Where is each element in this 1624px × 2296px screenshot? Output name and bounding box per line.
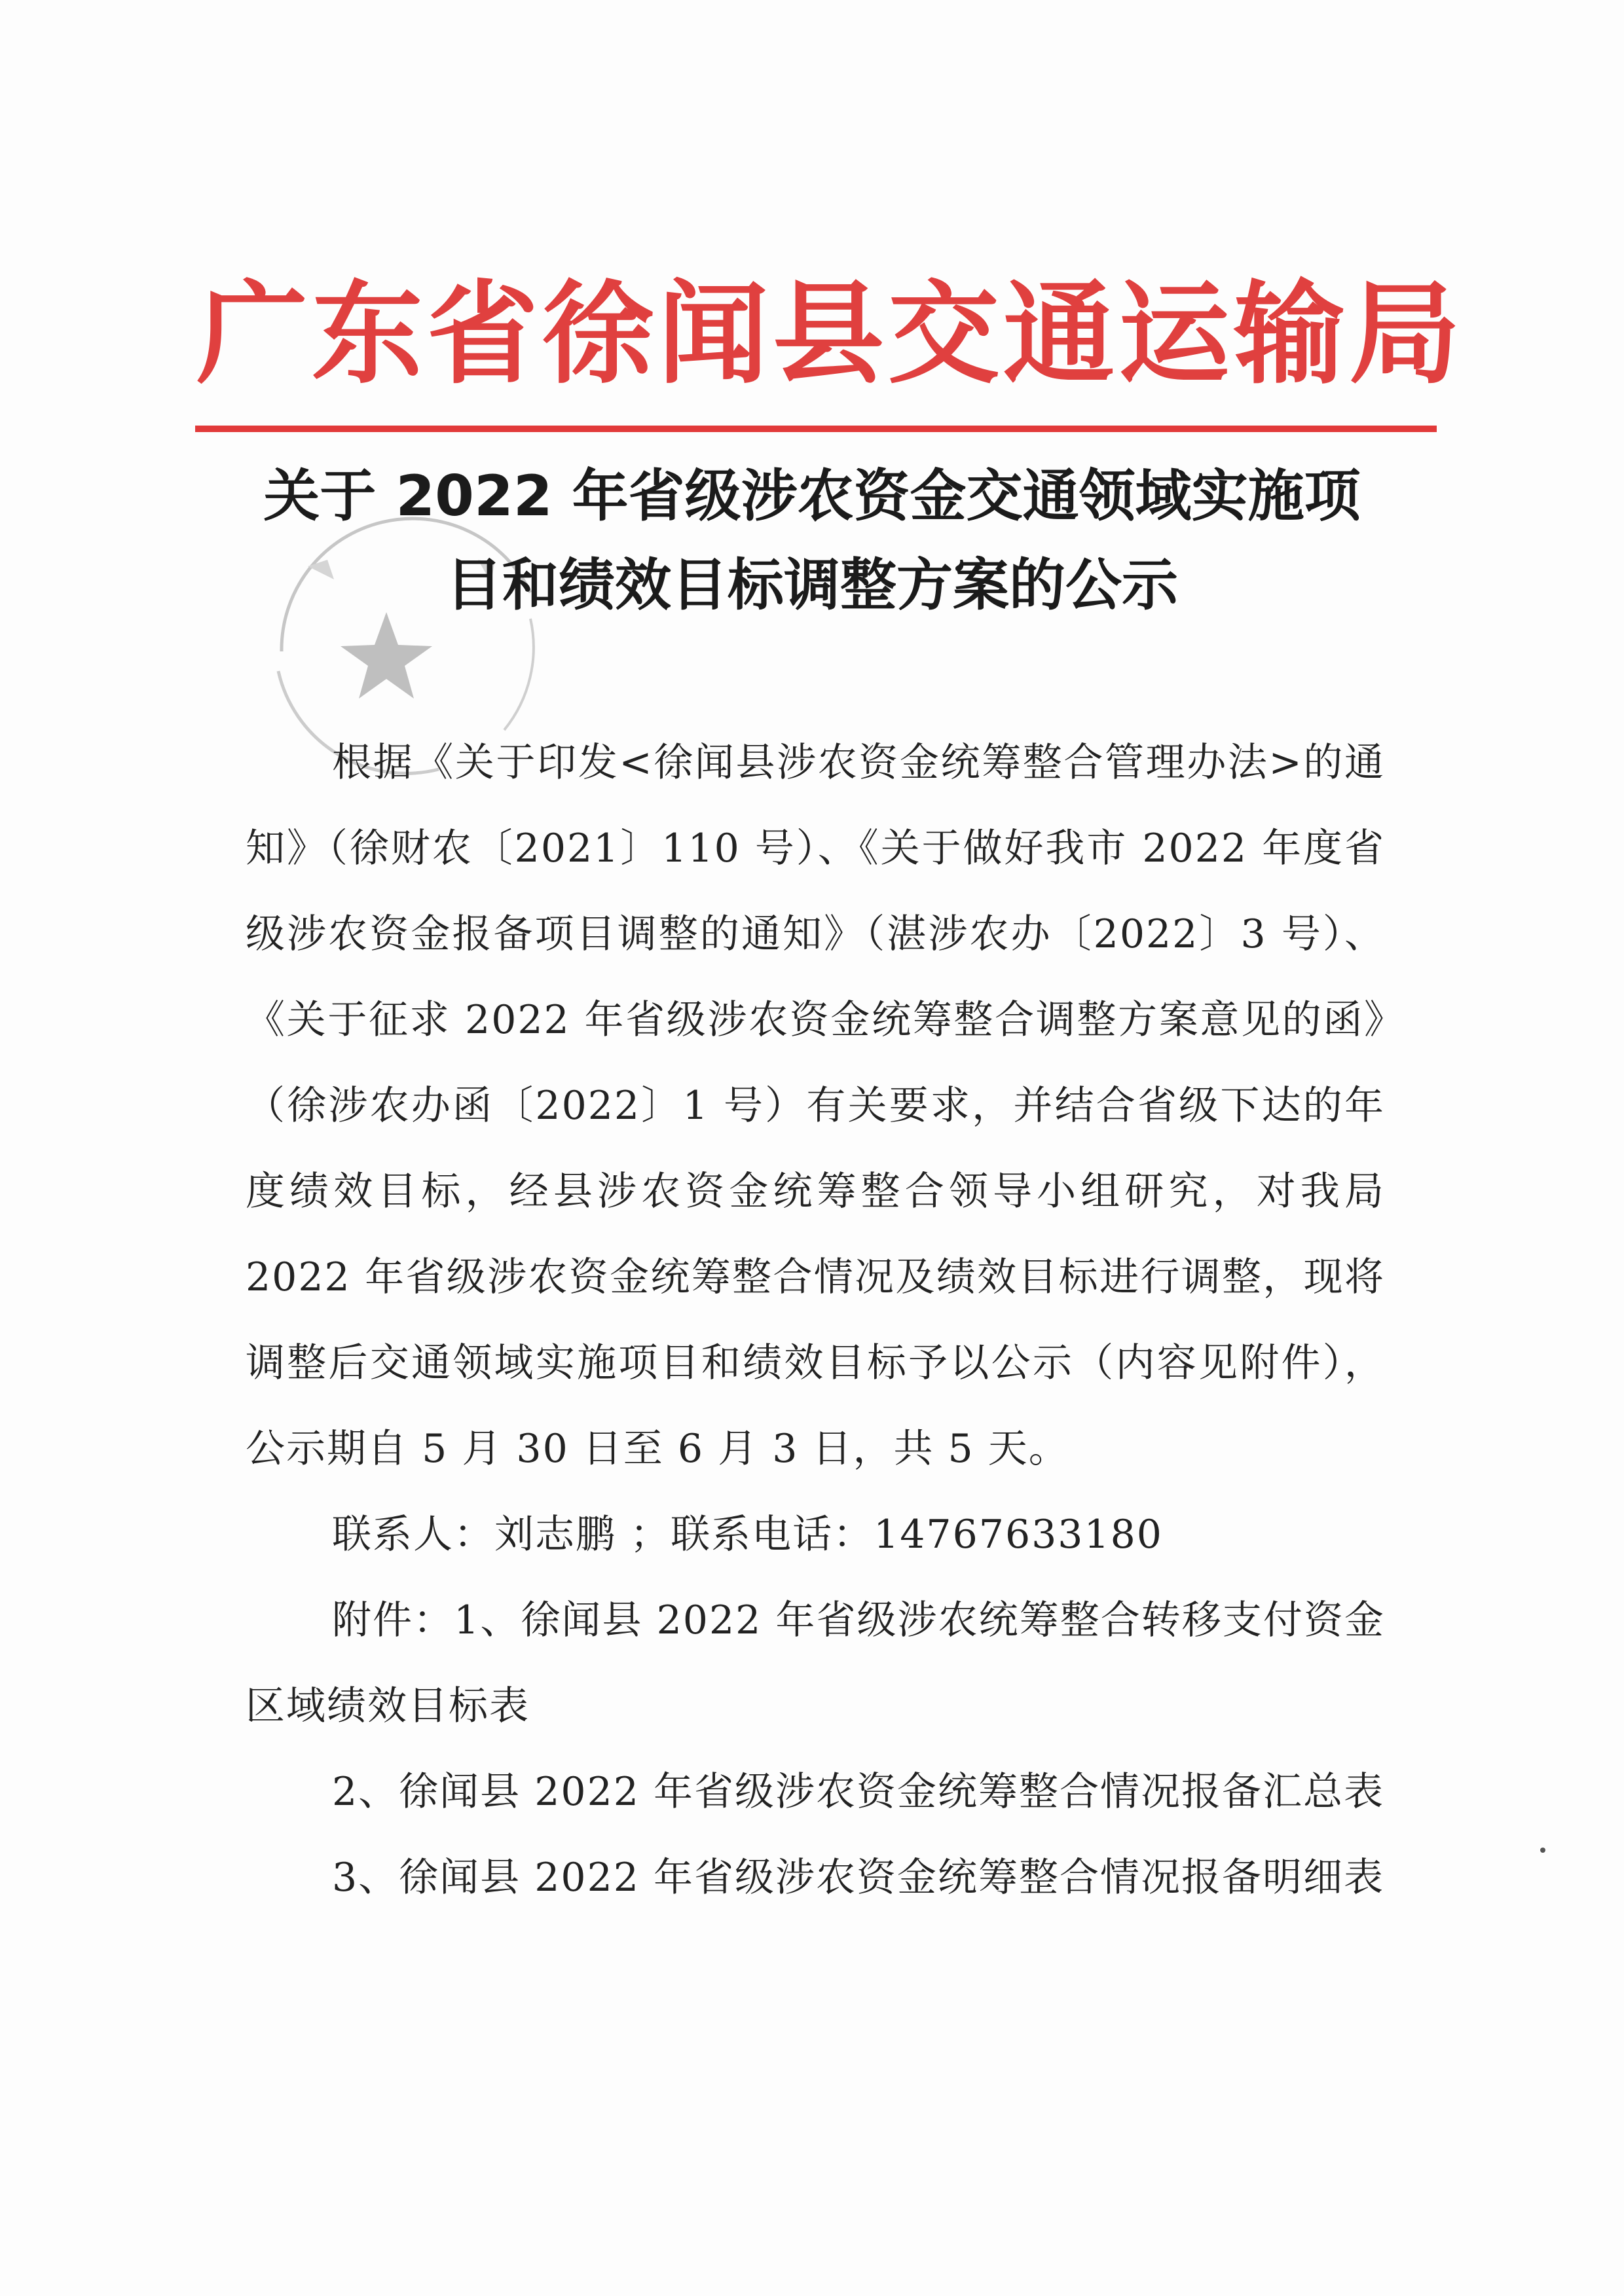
document-title-line-2: 目和绩效目标调整方案的公示 bbox=[446, 553, 1178, 618]
contact-line: 联系人：刘志鹏 ；联系电话：14767633180 bbox=[332, 1512, 1163, 1558]
attachment-item-2: 2、徐闻县 2022 年省级涉农资金统筹整合情况报备汇总表 bbox=[332, 1769, 1385, 1815]
organization-letterhead: 广东省徐闻县交通运输局 bbox=[196, 268, 1465, 399]
scan-speck bbox=[1540, 1848, 1545, 1853]
document-body bbox=[246, 720, 1385, 1921]
document-title bbox=[216, 452, 1408, 630]
letterhead-red-rule bbox=[195, 426, 1437, 432]
main-paragraph: 根据《关于印发<徐闻县涉农资金统筹整合管理办法>的通知》（徐财农〔2021〕110 号）、《关于做好我市 2022 年度省级涉农资金报备项目调整的通知》（湛涉农办〔2022〕3 号）、《关于征求 2022 年省级涉农资金统筹整合调整方案意见的函》（徐涉农办函〔2022〕1 号）有关要求，并结合省级下达的年度绩效目标，经县涉农资金统筹整合领导小组研究，对我局 2022 年省级涉农资金统筹整合情况及绩效目标进行调整，现将调整后交通领域实施项目和绩效目标予以公示（内容见附件），公示期自 5 月 30 日至 6 月 3 日，共 5 天。 bbox=[246, 740, 1385, 1472]
document-title-line-1: 关于 2022 年省级涉农资金交通领域实施项 bbox=[263, 464, 1361, 529]
attachment-item-3: 3、徐闻县 2022 年省级涉农资金统筹整合情况报备明细表 bbox=[332, 1855, 1385, 1901]
attachment-item-1: 附件：1、徐闻县 2022 年省级涉农统筹整合转移支付资金区域绩效目标表 bbox=[246, 1597, 1385, 1729]
